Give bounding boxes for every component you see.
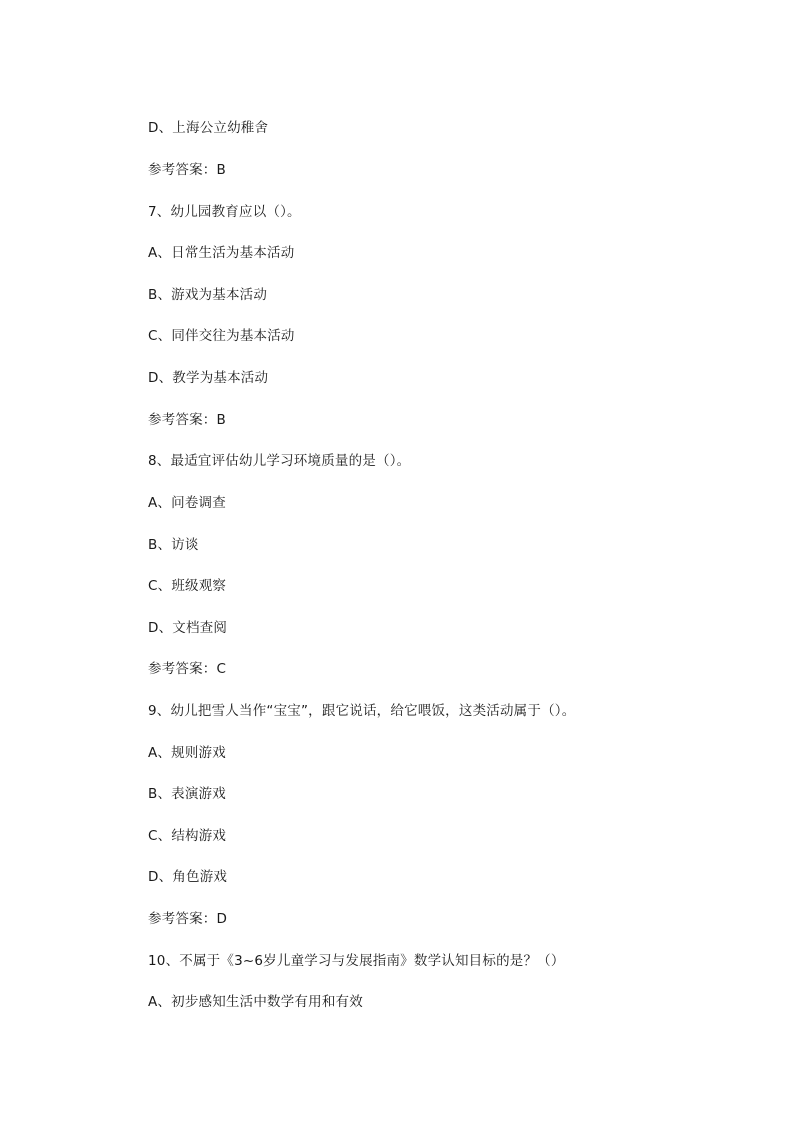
option-d-q9: D、角色游戏 [148, 869, 228, 885]
option-c-q8: C、班级观察 [148, 578, 227, 594]
option-d-q6: D、上海公立幼稚舍 [148, 120, 269, 136]
answer-q7: 参考答案：B [148, 412, 226, 428]
question-10: 10、不属于《3~6岁儿童学习与发展指南》数学认知目标的是？（） [148, 953, 565, 969]
option-a-q9: A、规则游戏 [148, 745, 226, 761]
option-a-q8: A、问卷调查 [148, 495, 226, 511]
option-b-q7: B、游戏为基本活动 [148, 287, 268, 303]
option-b-q9: B、表演游戏 [148, 786, 226, 802]
answer-q8: 参考答案：C [148, 661, 227, 677]
option-c-q9: C、结构游戏 [148, 828, 227, 844]
option-a-q7: A、日常生活为基本活动 [148, 245, 295, 261]
question-8: 8、最适宜评估幼儿学习环境质量的是（）。 [148, 453, 411, 469]
question-9: 9、幼儿把雪人当作“宝宝”，跟它说话，给它喂饭，这类活动属于（）。 [148, 703, 576, 719]
option-b-q8: B、访谈 [148, 537, 199, 553]
question-7: 7、幼儿园教育应以（）。 [148, 204, 301, 220]
option-c-q7: C、同伴交往为基本活动 [148, 328, 295, 344]
answer-q9: 参考答案：D [148, 911, 228, 927]
option-a-q10: A、初步感知生活中数学有用和有效 [148, 994, 363, 1010]
option-d-q8: D、文档查阅 [148, 620, 228, 636]
answer-q6: 参考答案：B [148, 162, 226, 178]
option-d-q7: D、教学为基本活动 [148, 370, 269, 386]
